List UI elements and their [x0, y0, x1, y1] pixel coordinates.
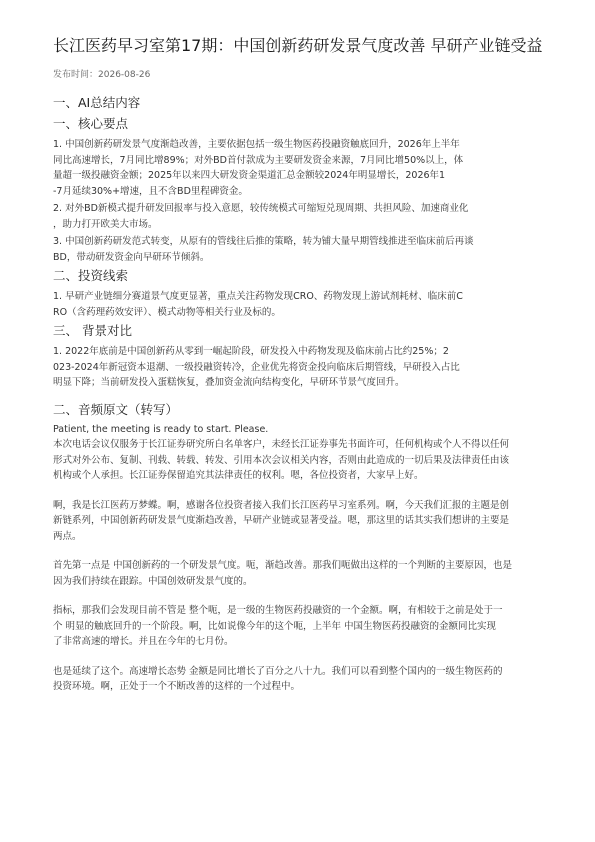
key-point-item: 3. 中国创新药研发范式转变，从原有的管线往后推的策略，转为铺大量早期管线推进至临床前后再谈 BD，带动研发资金向早研环节倾斜。: [53, 236, 474, 263]
transcript-paragraph: 指标，那我们会发现目前不管是 整个呃，是一级的生物医药投融资的一个金额。啊，有相较于之前是处于一 个 明显的触底回升的一个阶段。啊，比如说像今年的这个呃，上半年 中国生物医药投融资的金额同比实现 了非常高速的增长。并且在今年的七月份。: [53, 605, 503, 647]
key-point-item: 2. 对外BD新模式提升研发回报率与投入意愿，较传统模式可缩短兑现周期、共担风险、加速商业化 ，助力打开欧美大市场。: [53, 203, 469, 230]
transcript-paragraph: 也是延续了这个。高速增长态势 金额是同比增长了百分之八十九。我们可以看到整个国内的一级生物医药的 投资环境。啊，正处于一个不断改善的这样的一个过程中。: [53, 665, 503, 692]
transcript-paragraph: 首先第一点是 中国创新药的一个研发景气度。呃，渐趋改善。那我们呃做出这样的一个判断的主要原因，也是 因为我们持续在跟踪。中国创效研发景气度的。: [53, 560, 513, 587]
key-points-heading: 一、核心要点: [53, 116, 129, 131]
publish-label: 发布时间：: [53, 70, 99, 80]
transcript-paragraph: 啊，我是长江医药万梦蝶。啊，感谢各位投资者接入我们长江医药早习室系列。啊，今天我们汇报的主题是创 新链系列，中国创新药研发景气度渐趋改善，早研产业链或显著受益。嗯，那这里的话其实我们想讲的主要是 两点。: [53, 499, 510, 542]
summary-heading: 一、AI总结内容: [53, 95, 141, 110]
document-body: [53, 94, 563, 709]
transcript-heading: 二、音频原文（转写）: [53, 401, 179, 417]
investment-item: 1. 早研产业链细分赛道景气度更显著，重点关注药物发现CRO、药物发现上游试剂耗材、临床前C RO（含药理药效安评）、模式动物等相关行业及标的。: [53, 291, 463, 318]
background-item: 1. 2022年底前是中国创新药从零到一崛起阶段，研发投入中药物发现及临床前占比约25%；2 023-2024年新冠资本退潮、一级投融资转冷，企业优先将资金投向临床后期管线，早研投入占比 明显下降；当前研发投入蛋糕恢复，叠加资金流向结构变化，早研环节景气度回升。: [53, 346, 460, 388]
publish-date: 2026-08-26: [98, 70, 151, 80]
key-point-item: 1. 中国创新药研发景气度渐趋改善，主要依据包括一级生物医药投融资触底回升，2026年上半年 同比高速增长，7月同比增89%；对外BD首付款成为主要研发资金来源，7月同比增50%以上，体 量超一级投融资金额；2025年以来四大研发资金渠道汇总金额较2024年明显增长，2026年1 -7月延续30%+增速，且不含BD里程碑资金。: [53, 139, 464, 197]
transcript-paragraph: Patient, the meeting is ready to start. Please. 本次电话会议仅服务于长江证券研究所白名单客户，未经长江证券事先书面许可，任何机构或个人不得以任何 形式对外公布、复制、刊载、转载、转发、引用本次会议相关内容，否则由此造成的一切后果及法律责任由该 机构或个人承担。长江证券保留追究其法律责任的权利。嗯，各位投资者，大家早上好。: [53, 423, 510, 481]
publish-meta: [53, 67, 150, 80]
background-heading: 三、 背景对比: [53, 323, 132, 338]
investment-heading: 二、投资线索: [53, 268, 129, 283]
document-title: 长江医药早习室第17期：中国创新药研发景气度改善 早研产业链受益: [53, 36, 543, 55]
